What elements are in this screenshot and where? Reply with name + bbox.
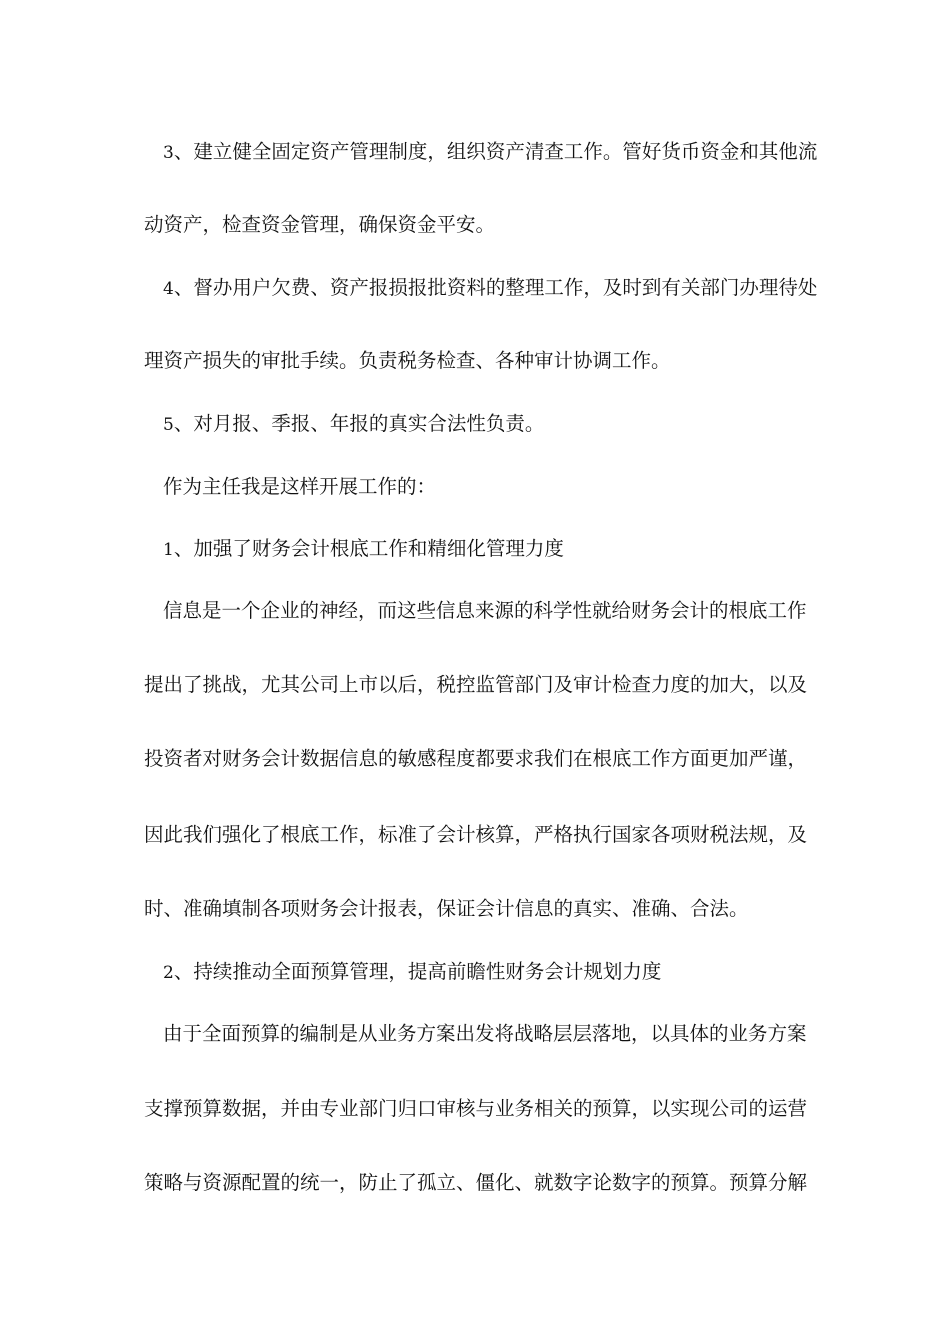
line-text: 、督办用户欠费、资产报损报批资料的整理工作，及时到有关部门办理待处 [173, 276, 818, 299]
section-heading [163, 960, 661, 985]
section-heading [163, 537, 564, 562]
paragraph-line [163, 276, 817, 301]
paragraph-line [163, 412, 544, 437]
line-text: 信息是一个企业的神经，而这些信息来源的科学性就给财务会计的根底工作 [163, 599, 807, 622]
line-text: 支撑预算数据，并由专业部门归口审核与业务相关的预算，以实现公司的运营 [144, 1097, 808, 1120]
list-number: 5 [163, 415, 174, 435]
paragraph-line [144, 213, 495, 237]
paragraph-line [144, 747, 807, 771]
line-text: 、加强了财务会计根底工作和精细化管理力度 [173, 537, 564, 560]
line-text: 投资者对财务会计数据信息的敏感程度都要求我们在根底工作方面更加严谨， [144, 747, 808, 770]
line-text: 理资产损失的审批手续。负责税务检查、各种审计协调工作。 [144, 349, 671, 372]
paragraph-line [144, 823, 807, 847]
line-text: 、对月报、季报、年报的真实合法性负责。 [173, 412, 545, 435]
line-text: 由于全面预算的编制是从业务方案出发将战略层层落地，以具体的业务方案 [163, 1022, 807, 1045]
paragraph-line [163, 599, 807, 623]
line-text: 、建立健全固定资产管理制度，组织资产清查工作。管好货币资金和其他流 [173, 140, 818, 163]
paragraph-line [163, 475, 436, 499]
line-text: 时、准确填制各项财务会计报表，保证会计信息的真实、准确、合法。 [144, 897, 749, 920]
line-text: 提出了挑战，尤其公司上市以后，税控监管部门及审计检查力度的加大，以及 [144, 673, 808, 696]
paragraph-line [144, 349, 671, 373]
line-text: 因此我们强化了根底工作，标准了会计核算，严格执行国家各项财税法规，及 [144, 823, 808, 846]
paragraph-line [163, 1022, 807, 1046]
list-number: 2 [163, 963, 174, 983]
list-number: 1 [163, 540, 174, 560]
line-text: 动资产，检查资金管理，确保资金平安。 [144, 213, 496, 236]
paragraph-line [144, 1171, 807, 1195]
line-text: 作为主任我是这样开展工作的： [163, 475, 437, 498]
paragraph-line [144, 1097, 807, 1121]
list-number: 4 [163, 279, 174, 299]
paragraph-line [144, 673, 807, 697]
paragraph-line [144, 897, 749, 921]
paragraph-line [163, 140, 817, 165]
line-text: 策略与资源配置的统一，防止了孤立、僵化、就数字论数字的预算。预算分解 [144, 1171, 808, 1194]
line-text: 、持续推动全面预算管理，提高前瞻性财务会计规划力度 [173, 960, 662, 983]
list-number: 3 [163, 143, 174, 163]
